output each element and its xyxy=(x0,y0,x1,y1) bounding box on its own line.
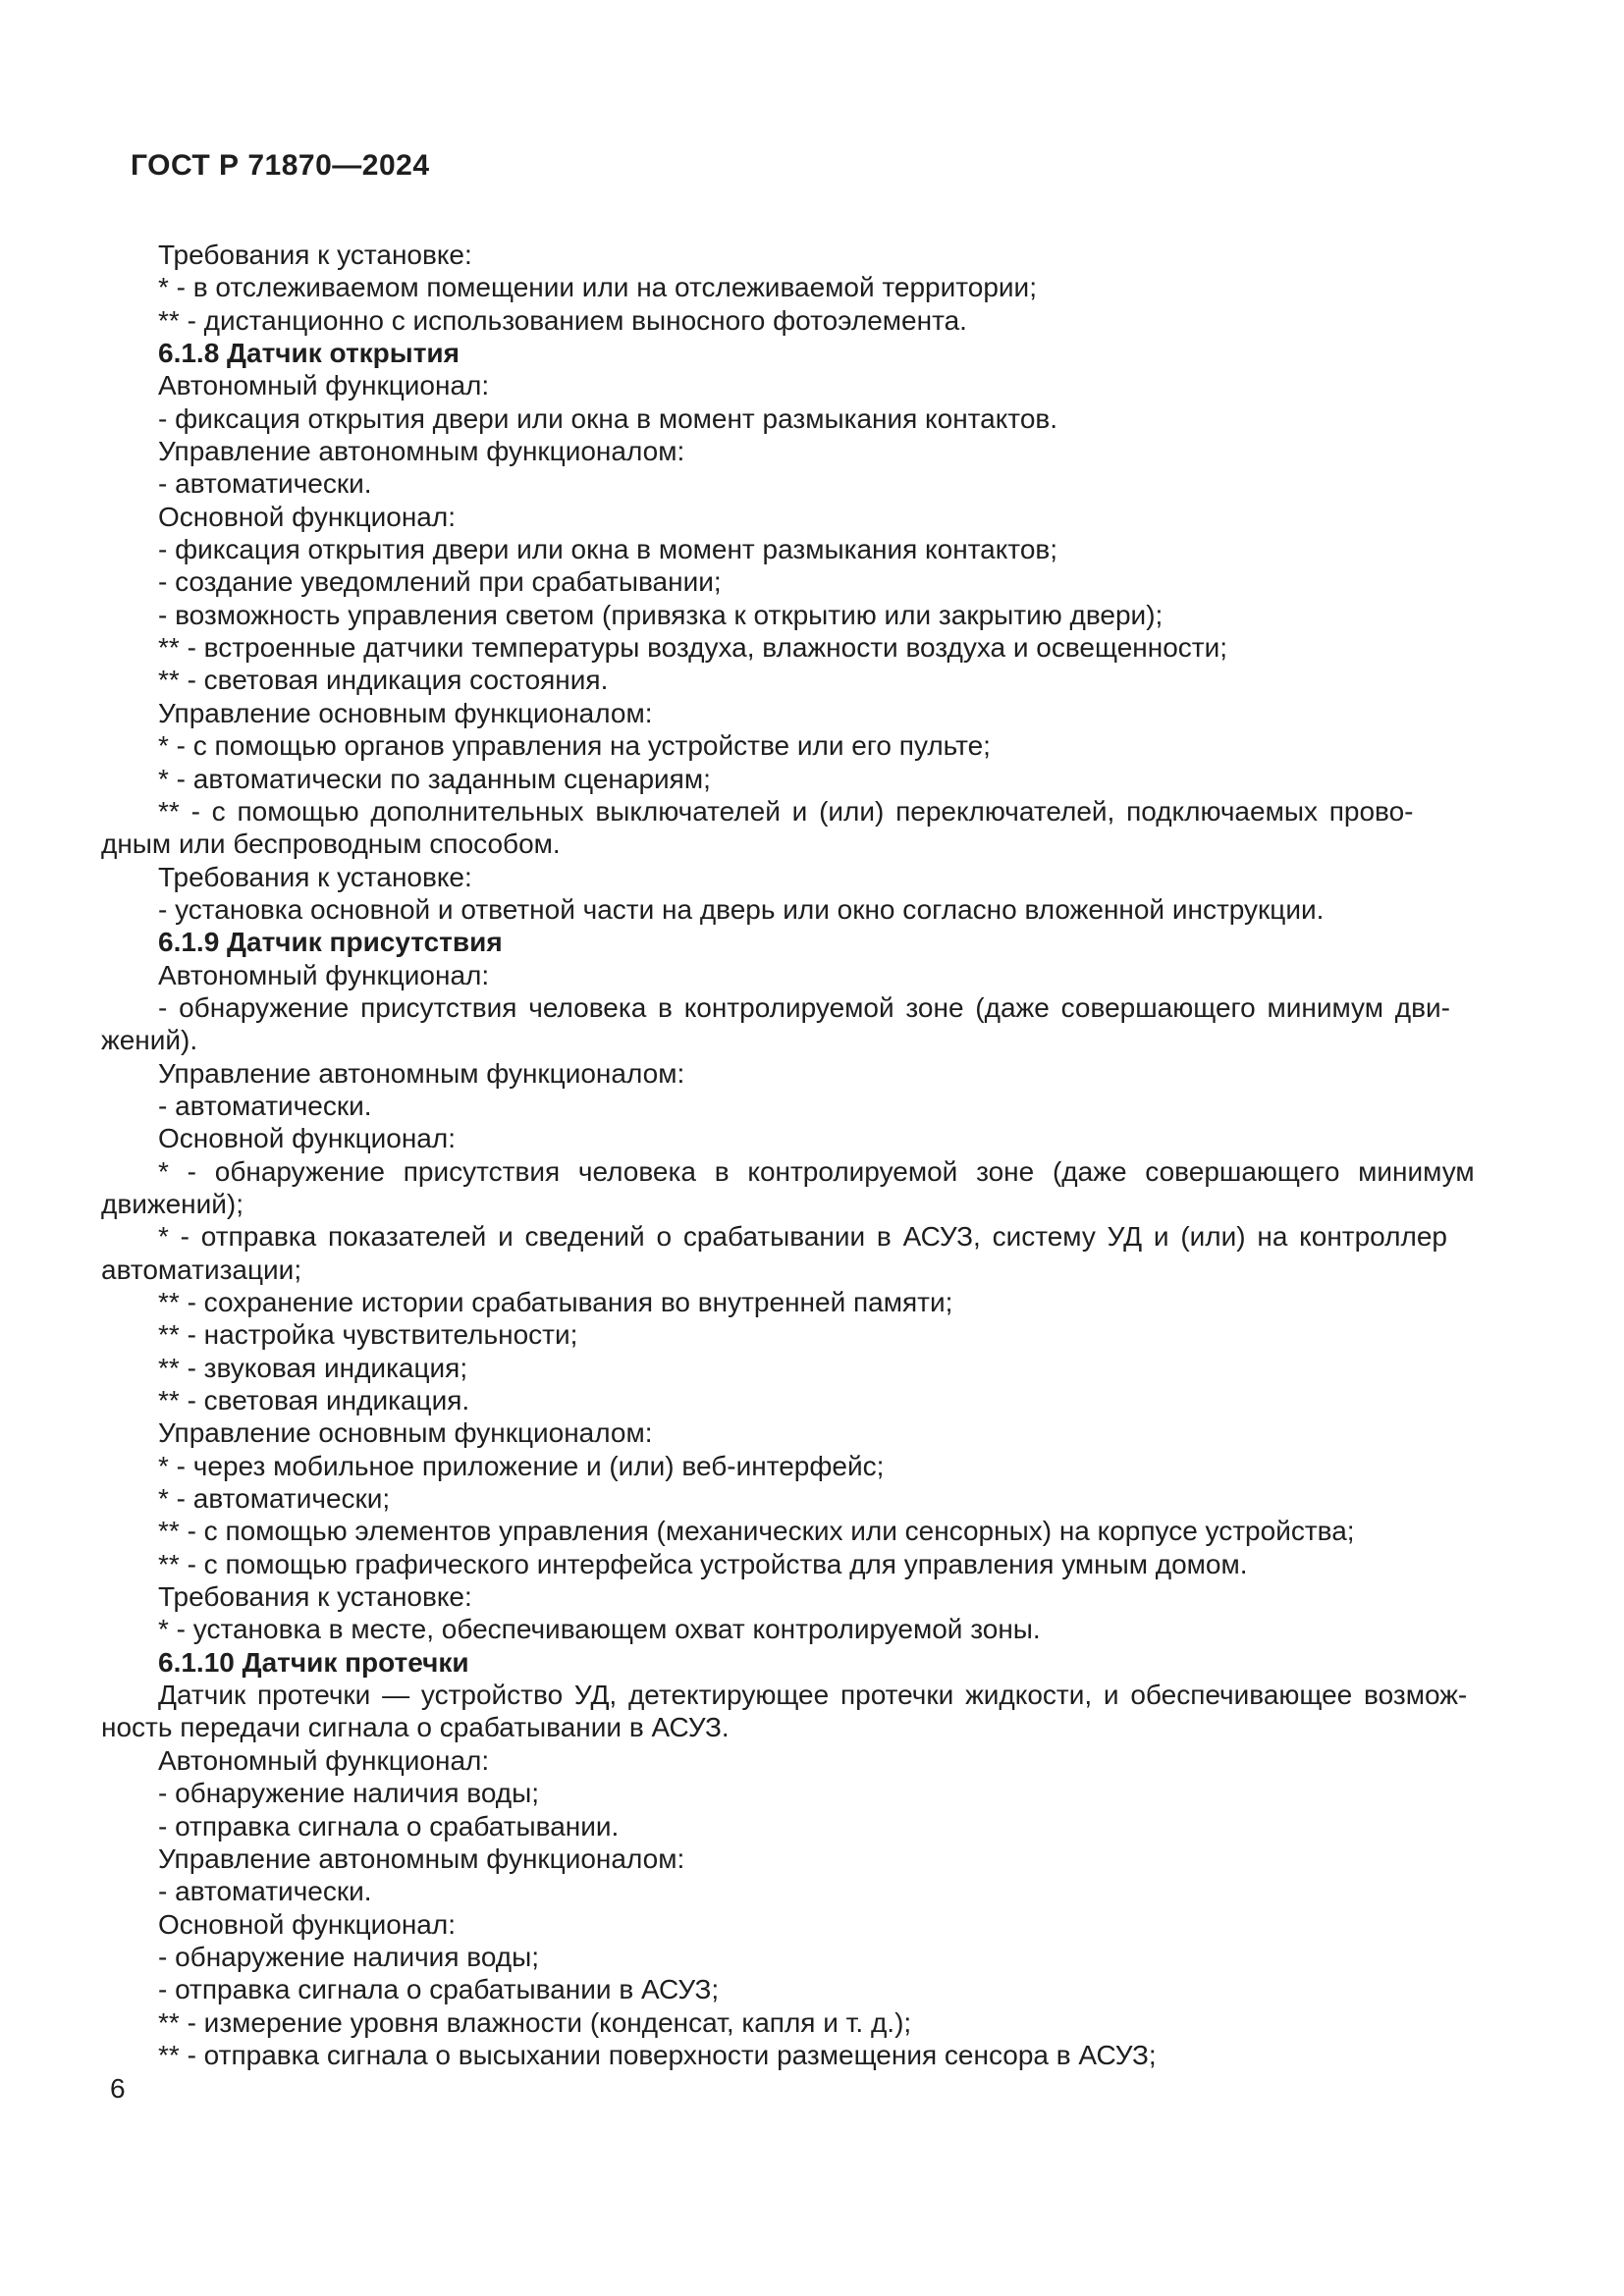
text-line: * - автоматически по заданным сценариям; xyxy=(158,763,711,794)
text-line: Управление основным функционалом: xyxy=(158,697,653,728)
text-line: Основной функционал: xyxy=(158,1123,456,1154)
text-line: ** - отправка сигнала о высыхании поверхности размещения сенсора в АСУЗ; xyxy=(158,2039,1157,2070)
text-line: - отправка сигнала о срабатывании в АСУЗ; xyxy=(158,1974,720,2005)
text-line: - отправка сигнала о срабатывании. xyxy=(158,1810,620,1842)
text-line: дным или беспроводным способом. xyxy=(101,828,561,860)
text-line: Требования к установке: xyxy=(158,1581,472,1613)
text-line: Управление автономным функционалом: xyxy=(158,436,685,467)
text-line: ** - с помощью элементов управления (механических или сенсорных) на корпусе устройства; xyxy=(158,1516,1355,1547)
text-line: - возможность управления светом (привязка к открытию или закрытию двери); xyxy=(158,599,1164,630)
page-header: ГОСТ Р 71870—2024 xyxy=(131,149,430,182)
text-line: * - в отслеживаемом помещении или на отслеживаемой территории; xyxy=(158,272,1037,303)
text-line: Управление основным функционалом: xyxy=(158,1417,653,1449)
text-line: ** - с помощью графического интерфейса устройства для управления умным домом. xyxy=(158,1548,1248,1579)
text-line: * - установка в месте, обеспечивающем охват контролируемой зоны. xyxy=(158,1614,1041,1645)
text-line: Управление автономным функционалом: xyxy=(158,1057,685,1089)
text-line: ** - сохранение истории срабатывания во внутренней памяти; xyxy=(158,1287,953,1317)
text-line: * - через мобильное приложение и (или) веб-интерфейс; xyxy=(158,1450,885,1481)
text-line: - фиксация открытия двери или окна в момент размыкания контактов. xyxy=(158,402,1058,434)
text-line: - создание уведомлений при срабатывании; xyxy=(158,566,722,598)
text-line: - установка основной и ответной части на дверь или окно согласно вложенной инструкции. xyxy=(158,893,1325,925)
text-line: Требования к установке: xyxy=(158,240,472,270)
text-line: - автоматически. xyxy=(158,1090,372,1121)
text-line: ** - звуковая индикация; xyxy=(158,1352,468,1383)
text-line: Автономный функционал: xyxy=(158,959,490,990)
text-line: автоматизации; xyxy=(101,1254,302,1285)
text-line: ность передачи сигнала о срабатывании в АСУЗ. xyxy=(101,1712,730,1743)
text-line: * - обнаружение присутствия человека в контролируемой зоне (даже совершающего минимум xyxy=(158,1155,1475,1187)
text-line: Автономный функционал: xyxy=(158,1744,490,1776)
text-line: Датчик протечки — устройство УД, детектирующее протечки жидкости, и обеспечивающее возмож- xyxy=(158,1680,1468,1711)
text-line: Автономный функционал: xyxy=(158,370,490,401)
text-line: ** - встроенные датчики температуры воздуха, влажности воздуха и освещенности; xyxy=(158,632,1228,664)
section-heading: 6.1.10 Датчик протечки xyxy=(158,1646,469,1678)
text-line: - обнаружение наличия воды; xyxy=(158,1778,540,1809)
text-line: - автоматически. xyxy=(158,468,372,500)
section-heading: 6.1.8 Датчик открытия xyxy=(158,338,460,369)
text-line: ** - с помощью дополнительных выключателей и (или) переключателей, подключаемых прово- xyxy=(158,795,1414,827)
text-line: ** - измерение уровня влажности (конденсат, капля и т. д.); xyxy=(158,2006,912,2038)
text-line: * - автоматически; xyxy=(158,1483,391,1515)
text-line: движений); xyxy=(101,1188,244,1219)
document-body xyxy=(101,239,1535,2071)
text-line: ** - дистанционно с использованием выносного фотоэлемента. xyxy=(158,304,967,336)
text-line: ** - световая индикация. xyxy=(158,1385,470,1416)
page-number: 6 xyxy=(110,2073,126,2104)
text-line: * - отправка показателей и сведений о срабатывании в АСУЗ, систему УД и (или) на контроллер xyxy=(158,1221,1447,1253)
section-heading: 6.1.9 Датчик присутствия xyxy=(158,927,503,958)
text-line: Управление автономным функционалом: xyxy=(158,1842,685,1874)
text-line: - автоматически. xyxy=(158,1876,372,1907)
text-line: - фиксация открытия двери или окна в момент размыкания контактов; xyxy=(158,534,1058,565)
text-line: Требования к установке: xyxy=(158,861,472,892)
text-line: - обнаружение присутствия человека в контролируемой зоне (даже совершающего минимум дви- xyxy=(158,991,1450,1023)
text-line: * - с помощью органов управления на устройстве или его пульте; xyxy=(158,730,991,762)
text-line: Основной функционал: xyxy=(158,501,456,532)
text-line: жений). xyxy=(101,1025,198,1056)
text-line: ** - настройка чувствительности; xyxy=(158,1319,578,1351)
text-line: - обнаружение наличия воды; xyxy=(158,1941,540,1972)
text-line: ** - световая индикация состояния. xyxy=(158,665,609,696)
text-line: Основной функционал: xyxy=(158,1908,456,1940)
